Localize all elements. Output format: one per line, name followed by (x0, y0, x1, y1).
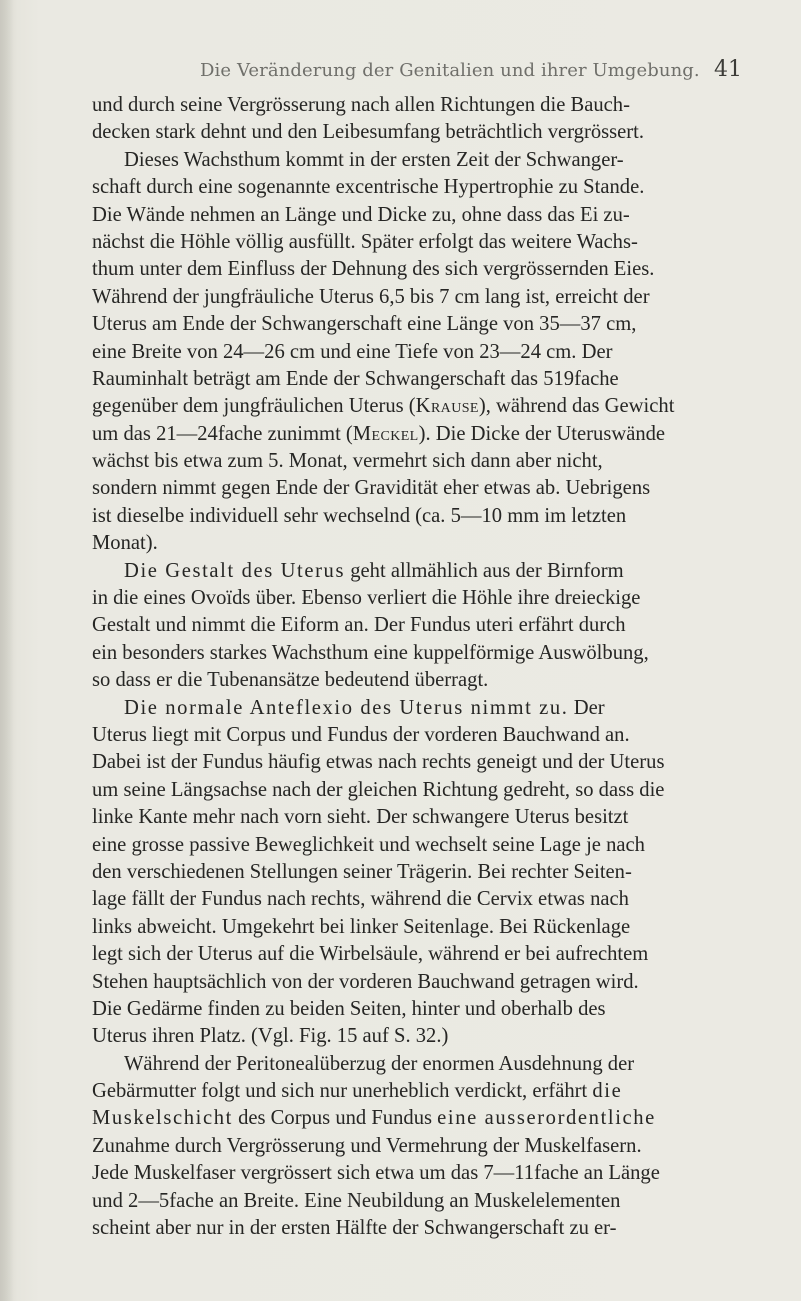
text-segment: um das 21—24fache zunimmt ( (92, 422, 353, 445)
text-line: links abweicht. Umgekehrt bei linker Seitenlage. Bei Rückenlage (92, 915, 631, 938)
text-line: scheint aber nur in der ersten Hälfte der Schwangerschaft zu er- (92, 1217, 617, 1240)
running-title: Die Veränderung der Genitalien und ihrer Umgebung. (200, 60, 700, 81)
page-number: 41 (714, 57, 742, 82)
text-line: ein besonders starkes Wachsthum eine kuppelförmige Auswölbung, (92, 641, 649, 664)
text-segment: des Corpus und Fundus (232, 1107, 438, 1130)
text-line: Während der Peritonealüberzug der enormen Ausdehnung der (124, 1052, 635, 1075)
text-line: legt sich der Uterus auf die Wirbelsäule, während er bei aufrechtem (92, 943, 649, 966)
text-line: Zunahme durch Vergrösserung und Vermehrung der Muskelfasern. (92, 1134, 642, 1157)
text-line: Gestalt und nimmt die Eiform an. Der Fundus uteri erfährt durch (92, 614, 626, 637)
text-line: Während der jungfräuliche Uterus 6,5 bis 7 cm lang ist, erreicht der (92, 285, 650, 308)
text-line: den verschiedenen Stellungen seiner Trägerin. Bei rechter Seiten- (92, 860, 632, 883)
text-line: Dabei ist der Fundus häufig etwas nach rechts geneigt und der Uterus (92, 751, 665, 774)
text-line: lage fällt der Fundus nach rechts, während die Cervix etwas nach (92, 888, 629, 911)
text-line: thum unter dem Einfluss der Dehnung des sich vergrössernden Eies. (92, 258, 655, 281)
text-line: decken stark dehnt und den Leibesumfang beträchtlich vergrössert. (92, 121, 645, 144)
text-segment: gegenüber dem jungfräulichen Uterus ( (92, 395, 416, 418)
text-line: Stehen hauptsächlich von der vorderen Bauchwand getragen wird. (92, 970, 639, 993)
text-line: Die Wände nehmen an Länge und Dicke zu, ohne dass das Ei zu- (92, 203, 630, 226)
spaced-emphasis: die (592, 1080, 623, 1103)
text-line: Uterus am Ende der Schwangerschaft eine Länge von 35—37 cm, (92, 313, 637, 336)
text-line: nächst die Höhle völlig ausfüllt. Später erfolgt das weitere Wachs- (92, 230, 638, 253)
text-line: Dieses Wachsthum kommt in der ersten Zeit der Schwanger- (124, 148, 624, 171)
text-line: linke Kante mehr nach vorn sieht. Der schwangere Uterus besitzt (92, 806, 629, 829)
text-line: und durch seine Vergrösserung nach allen Richtungen die Bauch- (92, 94, 630, 116)
text-line (92, 393, 772, 420)
text-segment: geht allmählich aus der Birnform (345, 559, 624, 582)
spaced-emphasis: Die normale Anteflexio des Uterus nimmt zu. (124, 696, 569, 719)
text-line: Jede Muskelfaser vergrössert sich etwa um das 7—11fache an Länge (92, 1162, 660, 1185)
text-line: schaft durch eine sogenannte excentrische Hypertrophie zu Stande. (92, 176, 645, 199)
text-segment: Der (568, 696, 605, 719)
text-line: in die eines Ovoïds über. Ebenso verliert die Höhle ihre dreieckige (92, 587, 641, 610)
page-edge-shadow (0, 0, 14, 1301)
text-line: Die Gedärme finden zu beiden Seiten, hinter und oberhalb des (92, 997, 606, 1020)
text-line (92, 1105, 772, 1132)
spaced-emphasis: eine ausserordentliche (437, 1107, 656, 1130)
text-line: sondern nimmt gegen Ende der Gravidität eher etwas ab. Uebrigens (92, 477, 651, 500)
author-name-meckel: Meckel (352, 422, 419, 445)
text-line: Uterus liegt mit Corpus und Fundus der vorderen Bauchwand an. (92, 723, 630, 746)
text-segment: ), während das Gewicht (478, 395, 675, 418)
author-name-krause: Krause (415, 395, 479, 418)
text-line: Uterus ihren Platz. (Vgl. Fig. 15 auf S. 32.) (92, 1025, 449, 1048)
text-segment: Gebärmutter folgt und sich nur unerheblich verdickt, erfährt (92, 1080, 588, 1103)
text-line: wächst bis etwa zum 5. Monat, vermehrt sich dann aber nicht, (92, 450, 603, 473)
text-line: eine Breite von 24—26 cm und eine Tiefe von 23—24 cm. Der (92, 340, 613, 363)
text-line: ist dieselbe individuell sehr wechselnd (ca. 5—10 mm im letzten (92, 504, 627, 527)
text-line: so dass er die Tubenansätze bedeutend überragt. (92, 669, 489, 692)
body-text (92, 92, 772, 1242)
text-line: und 2—5fache an Breite. Eine Neubildung an Muskelelementen (92, 1189, 621, 1212)
spaced-emphasis: Die Gestalt des Uterus (124, 559, 346, 582)
text-line: um seine Längsachse nach der gleichen Richtung gedreht, so dass die (92, 778, 665, 801)
text-line: Rauminhalt beträgt am Ende der Schwangerschaft das 519fache (92, 367, 619, 390)
text-line: Monat). (92, 532, 158, 555)
text-segment: ). Die Dicke der Uteruswände (418, 422, 666, 445)
text-line: eine grosse passive Beweglichkeit und wechselt seine Lage je nach (92, 833, 645, 856)
text-line (92, 421, 772, 448)
text-line (92, 1078, 772, 1105)
text-line (92, 695, 772, 722)
text-line (92, 558, 772, 585)
spaced-emphasis: Muskelschicht (92, 1107, 233, 1130)
